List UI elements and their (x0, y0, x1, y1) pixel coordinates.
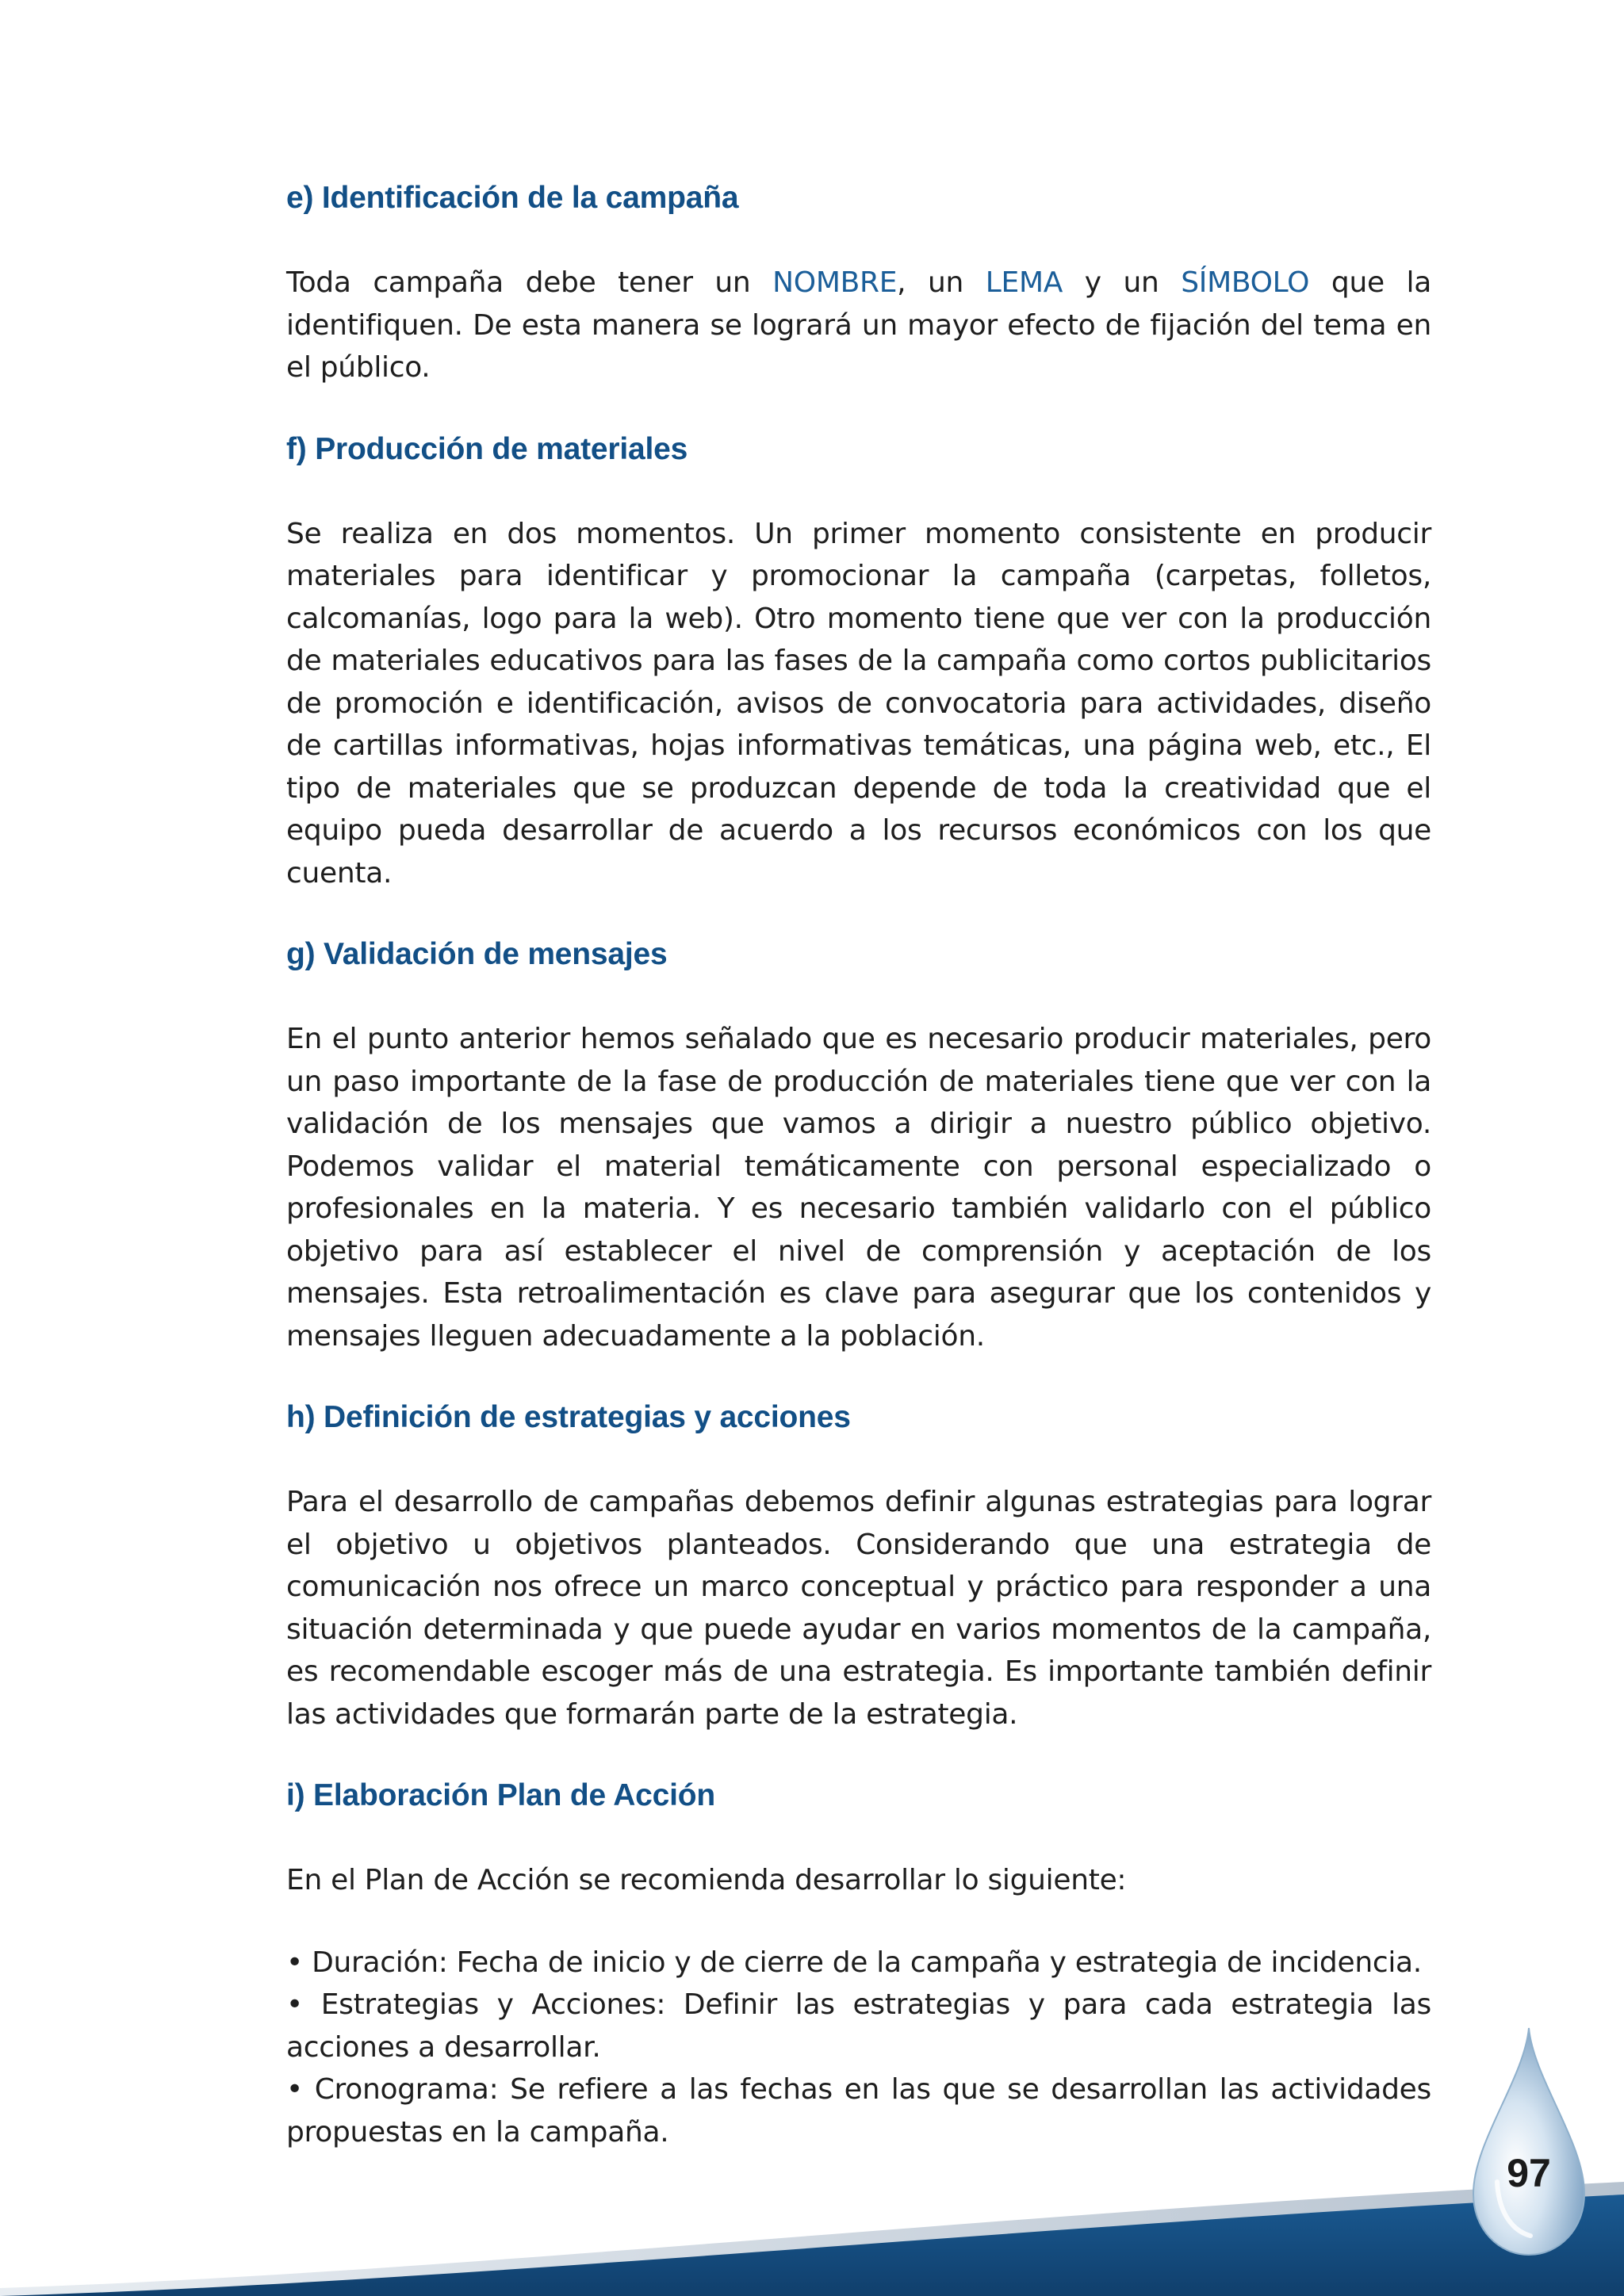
water-drop-icon (1465, 2023, 1592, 2261)
highlighted-term: NOMBRE (772, 266, 898, 299)
bullet-item: • Estrategias y Acciones: Definir las estrategias y para cada estrategia las acciones a desarrollar. (286, 1988, 1431, 2064)
section-heading: f) Producción de materiales (286, 431, 688, 466)
section-heading: i) Elaboración Plan de Acción (286, 1778, 716, 1812)
paragraph-text: que la identifiquen. De esta manera se logrará un mayor efecto de fijación del tema en el público. (286, 266, 1431, 384)
page-number: 97 (1507, 2151, 1551, 2195)
highlighted-term: LEMA (985, 266, 1063, 299)
paragraph-text: En el Plan de Acción se recomienda desarrollar lo siguiente: (286, 1864, 1127, 1896)
paragraph-text: Se realiza en dos momentos. Un primer momento consistente en producir materiales para identificar y promocionar la campaña (carpetas, folletos, calcomanías, logo para la web). Otro momento tiene que ver con la producción de materiales educativos para las fases de la campaña como cortos publicitarios de promoción e identificación, avisos de convocatoria para actividades, diseño de cartillas informativas, hojas informativas temáticas, una página web, etc., El tipo de materiales que se produzcan depende de toda la creatividad que el equipo pueda desarrollar de acuerdo a los recursos económicos con los que cuenta. (286, 517, 1431, 890)
paragraph-text: y un (1063, 266, 1182, 299)
section-heading: h) Definición de estrategias y acciones (286, 1400, 851, 1434)
section-paragraph (286, 1018, 1431, 1357)
section-paragraph (286, 513, 1431, 895)
paragraph-text: Toda campaña debe tener un (286, 266, 773, 299)
section-heading: e) Identificación de la campaña (286, 181, 739, 215)
section-paragraph (286, 1859, 1431, 1902)
bullet-item: • Cronograma: Se refiere a las fechas en las que se desarrollan las actividades propuestas en la campaña. (286, 2073, 1431, 2149)
section-heading: g) Validación de mensajes (286, 937, 668, 971)
bullet-item: • Duración: Fecha de inicio y de cierre de la campaña y estrategia de incidencia. (286, 1946, 1422, 1979)
section-paragraph (286, 262, 1431, 389)
highlighted-term: SÍMBOLO (1181, 266, 1310, 299)
footer-wave-decoration (0, 2106, 1624, 2296)
page-content (286, 178, 1431, 2153)
paragraph-text: En el punto anterior hemos señalado que es necesario producir materiales, pero un paso importante de la fase de producción de materiales tiene que ver con la validación de los mensajes que vamos a dirigir a nuestro público objetivo. Podemos validar el material temáticamente con personal especializado o profesionales en la materia. Y es necesario también validarlo con el público objetivo para así establecer el nivel de comprensión y aceptación de los mensajes. Esta retroalimentación es clave para asegurar que los contenidos y mensajes lleguen adecuadamente a la población. (286, 1023, 1431, 1353)
section-paragraph (286, 1481, 1431, 1735)
paragraph-text: Para el desarrollo de campañas debemos definir algunas estrategias para lograr el objetivo u objetivos planteados. Considerando que una estrategia de comunicación nos ofrece un marco conceptual y práctico para responder a una situación determinada y que puede ayudar en varios momentos de la campaña, es recomendable escoger más de una estrategia. Es importante también definir las actividades que formarán parte de la estrategia. (286, 1486, 1431, 1731)
paragraph-text: , un (897, 266, 986, 299)
